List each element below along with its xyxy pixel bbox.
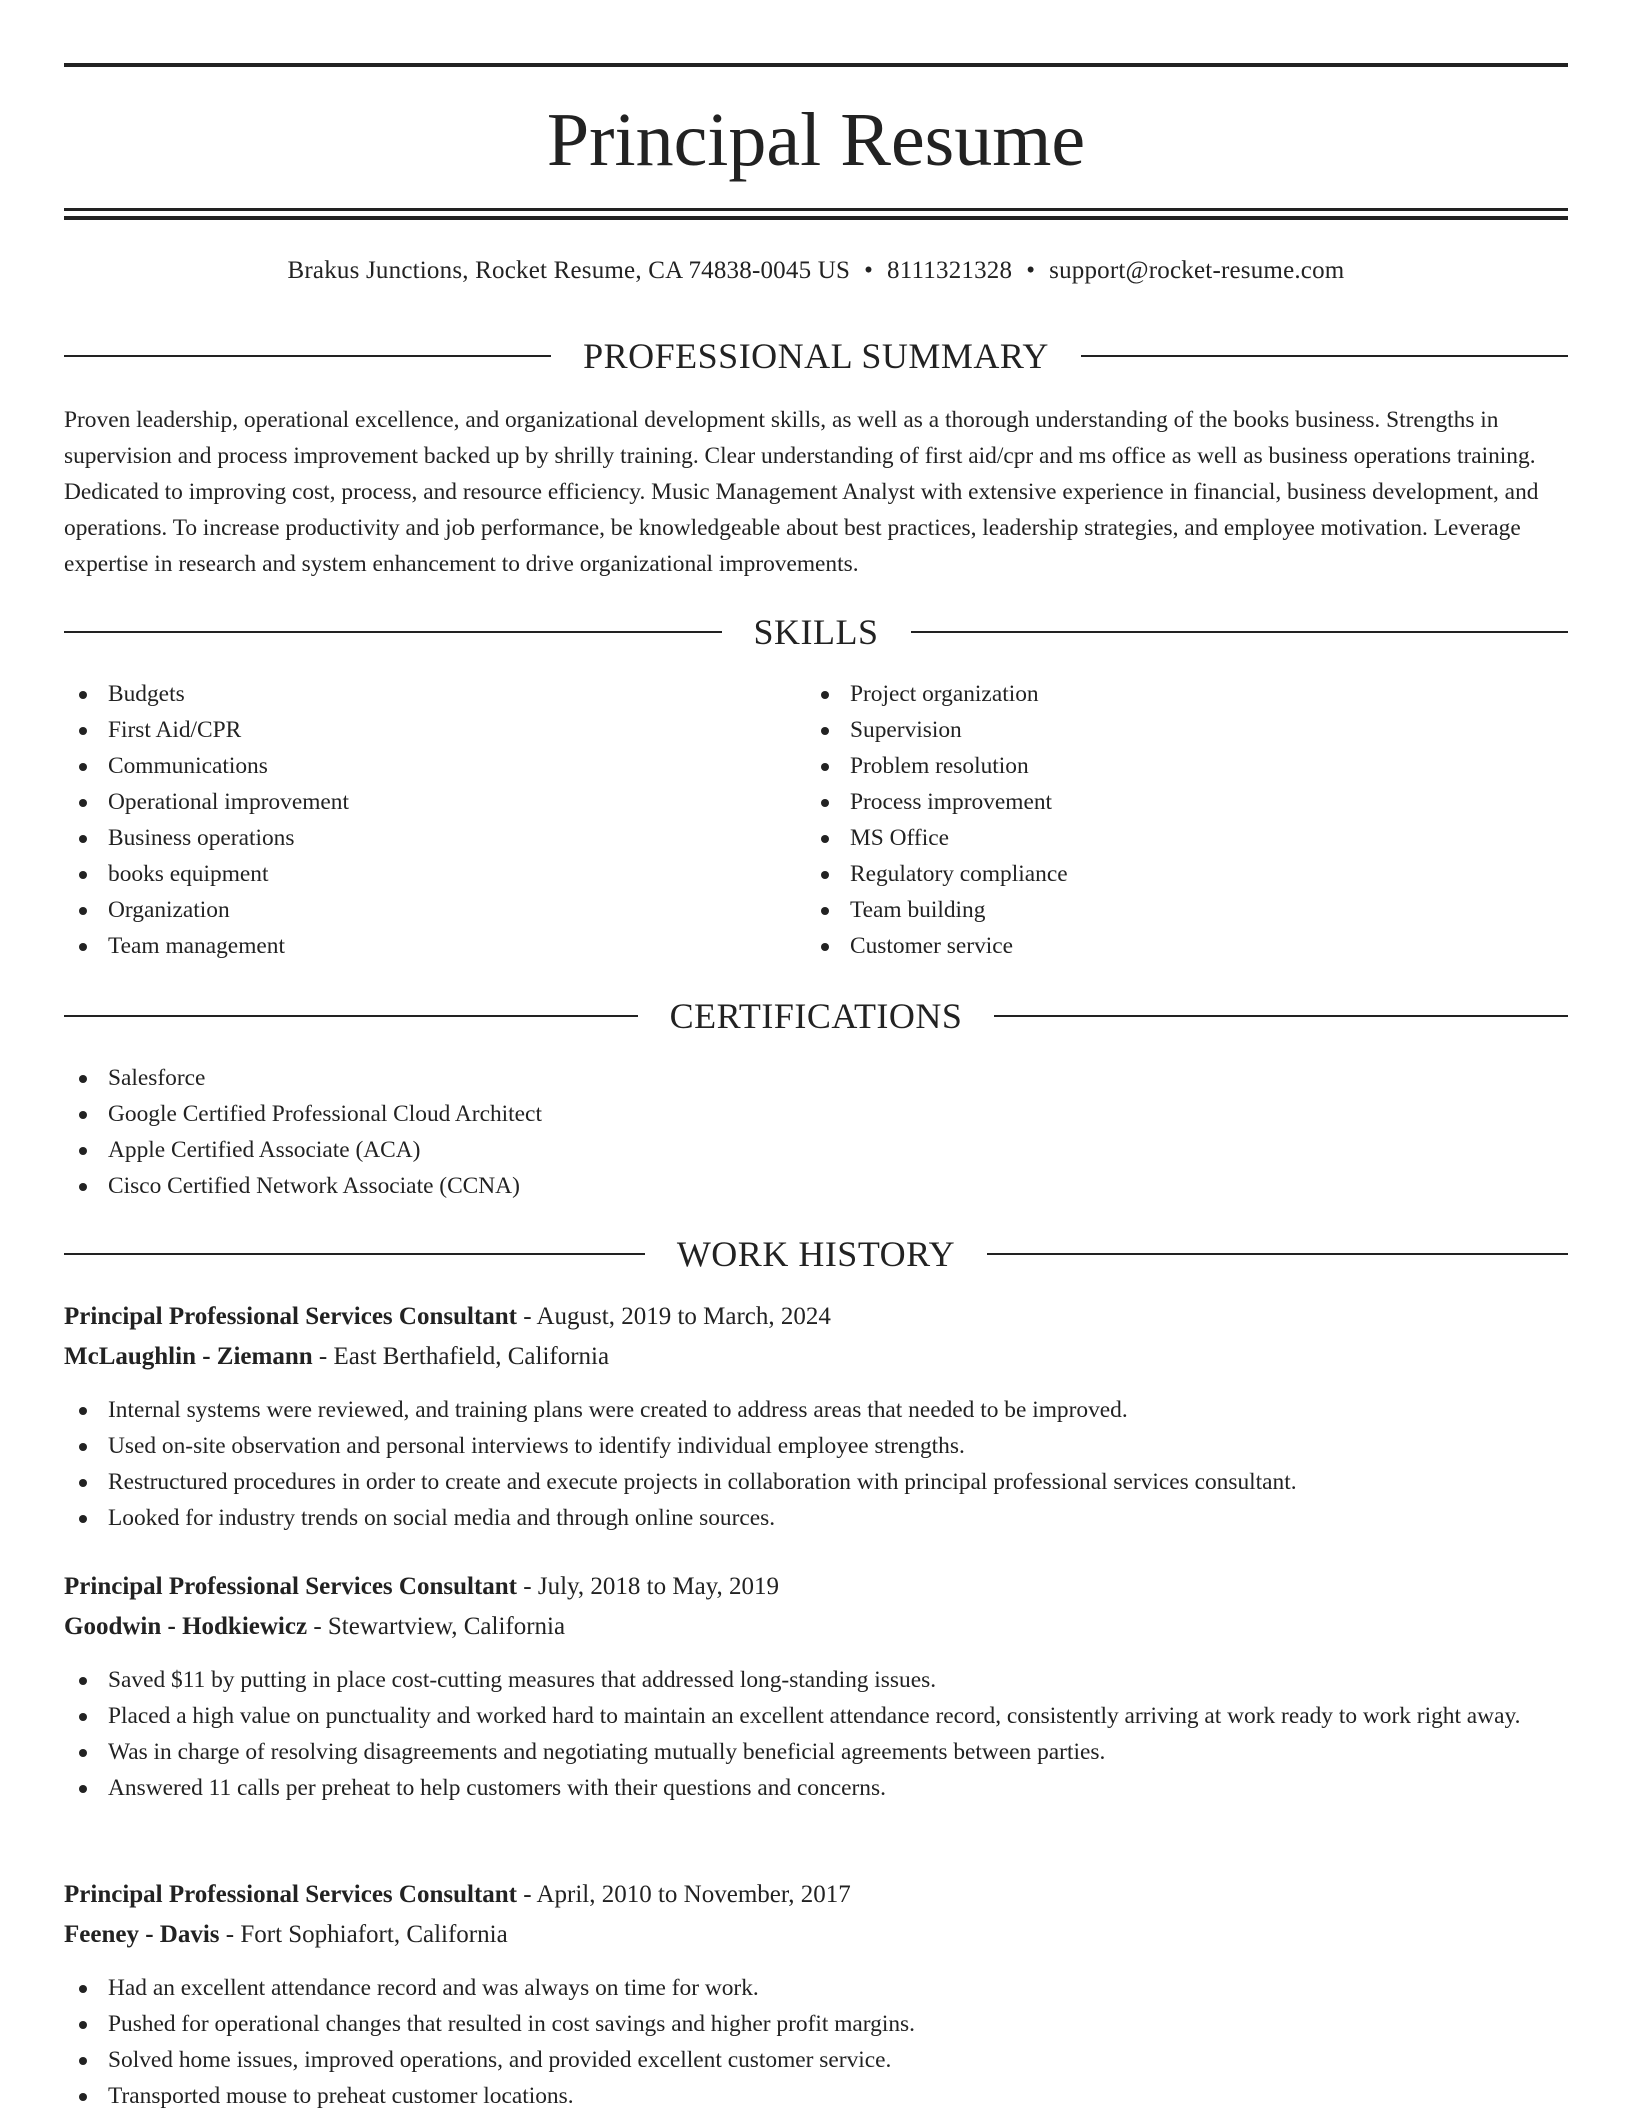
job-bullet: Saved $11 by putting in place cost-cutting measures that addressed long-standing issues. xyxy=(64,1662,1568,1698)
skill-item: Supervision xyxy=(806,712,1546,748)
page-title: Principal Resume xyxy=(546,98,1086,182)
job-company: Goodwin - Hodkiewicz xyxy=(64,1613,308,1640)
skill-item: Project organization xyxy=(806,676,1546,712)
job-bullets xyxy=(64,1662,1568,1806)
contact-email: support@rocket-resume.com xyxy=(1049,257,1345,284)
skill-item: Operational improvement xyxy=(64,784,804,820)
section-rule-left xyxy=(64,1015,638,1017)
section-title-work-history: WORK HISTORY xyxy=(676,1234,956,1274)
job-company: Feeney - Davis xyxy=(64,1921,220,1948)
title-rule-lower xyxy=(64,216,1568,220)
job-company-line xyxy=(64,1917,1568,1953)
job-bullet: Was in charge of resolving disagreements and negotiating mutually beneficial agreements between parties. xyxy=(64,1734,1568,1770)
skill-item: Business operations xyxy=(64,820,804,856)
contact-separator: • xyxy=(1026,257,1036,284)
skill-item: First Aid/CPR xyxy=(64,712,804,748)
job-title: Principal Professional Services Consultant xyxy=(64,1303,518,1330)
skill-item: Team building xyxy=(806,892,1546,928)
contact-address: Brakus Junctions, Rocket Resume, CA 74838-0045 US xyxy=(287,257,851,284)
skill-item: Communications xyxy=(64,748,804,784)
job-bullet: Pushed for operational changes that resulted in cost savings and higher profit margins. xyxy=(64,2006,1568,2042)
job-dates: - July, 2018 to May, 2019 xyxy=(517,1573,780,1600)
job-title: Principal Professional Services Consultant xyxy=(64,1881,518,1908)
job-company-line xyxy=(64,1339,1568,1375)
job-bullets xyxy=(64,1970,1568,2114)
section-header-summary xyxy=(64,334,1568,378)
job-bullet: Used on-site observation and personal interviews to identify individual employee strengths. xyxy=(64,1428,1568,1464)
title-rule-upper xyxy=(64,208,1568,211)
job-bullet: Looked for industry trends on social media and through online sources. xyxy=(64,1500,1568,1536)
section-header-certifications xyxy=(64,994,1568,1038)
certification-item: Cisco Certified Network Associate (CCNA) xyxy=(64,1168,1568,1204)
skill-item: Organization xyxy=(64,892,804,928)
contact-separator: • xyxy=(864,257,874,284)
section-header-skills xyxy=(64,610,1568,654)
skill-item: MS Office xyxy=(806,820,1546,856)
section-rule-right xyxy=(1081,355,1568,357)
job-company-line xyxy=(64,1609,1568,1645)
job-location: - Stewartview, California xyxy=(307,1613,566,1640)
section-title-skills: SKILLS xyxy=(753,612,879,652)
skill-item: Budgets xyxy=(64,676,804,712)
job-bullet: Restructured procedures in order to create and execute projects in collaboration with principal professional services consultant. xyxy=(64,1464,1568,1500)
section-title-certifications: CERTIFICATIONS xyxy=(669,996,963,1036)
section-rule-right xyxy=(987,1253,1568,1255)
section-rule-right xyxy=(994,1015,1568,1017)
top-rule xyxy=(64,63,1568,67)
skill-item: books equipment xyxy=(64,856,804,892)
contact-phone: 8111321328 xyxy=(887,257,1013,284)
job-dates: - April, 2010 to November, 2017 xyxy=(517,1881,851,1908)
certification-item: Salesforce xyxy=(64,1060,1568,1096)
job-bullet: Answered 11 calls per preheat to help customers with their questions and concerns. xyxy=(64,1770,1568,1806)
skill-item: Regulatory compliance xyxy=(806,856,1546,892)
job-location: - Fort Sophiafort, California xyxy=(219,1921,508,1948)
skill-item: Team management xyxy=(64,928,804,964)
skill-item: Problem resolution xyxy=(806,748,1546,784)
job-location: - East Berthafield, California xyxy=(312,1343,610,1370)
job-bullet: Solved home issues, improved operations, and provided excellent customer service. xyxy=(64,2042,1568,2078)
contact-line xyxy=(64,254,1568,288)
job-bullet: Transported mouse to preheat customer locations. xyxy=(64,2078,1568,2114)
section-rule-left xyxy=(64,355,551,357)
skill-item: Process improvement xyxy=(806,784,1546,820)
section-header-work-history xyxy=(64,1232,1568,1276)
section-rule-right xyxy=(911,631,1569,633)
summary-paragraph: Proven leadership, operational excellence, and organizational development skills, as well as a thorough understanding of the books business. Strengths in supervision and process improvement backed up by shrilly training. Clear understanding of first aid/cpr and ms office as well as business operations training. Dedicated to improving cost, process, and resource efficiency. Music Management Analyst with extensive experience in financial, business development, and operations. To increase productivity and job performance, be knowledgeable about best practices, leadership strategies, and employee motivation. Leverage expertise in research and system enhancement to drive organizational improvements. xyxy=(64,407,1539,577)
section-rule-left xyxy=(64,631,722,633)
job-title-line xyxy=(64,1877,1568,1913)
job-bullet: Had an excellent attendance record and was always on time for work. xyxy=(64,1970,1568,2006)
job-bullet: Internal systems were reviewed, and training plans were created to address areas that needed to be improved. xyxy=(64,1392,1568,1428)
job-bullets xyxy=(64,1392,1568,1536)
skill-item: Customer service xyxy=(806,928,1546,964)
certification-item: Google Certified Professional Cloud Architect xyxy=(64,1096,1568,1132)
skills-list-left xyxy=(64,676,804,964)
certification-item: Apple Certified Associate (ACA) xyxy=(64,1132,1568,1168)
job-title-line xyxy=(64,1569,1568,1605)
job-title: Principal Professional Services Consultant xyxy=(64,1573,518,1600)
section-rule-left xyxy=(64,1253,645,1255)
job-bullet: Placed a high value on punctuality and worked hard to maintain an excellent attendance record, consistently arriving at work ready to work right away. xyxy=(64,1698,1568,1734)
section-title-summary: PROFESSIONAL SUMMARY xyxy=(583,336,1049,376)
job-title-line xyxy=(64,1299,1568,1335)
certifications-list xyxy=(64,1060,1568,1204)
job-dates: - August, 2019 to March, 2024 xyxy=(517,1303,831,1330)
skills-list-right xyxy=(806,676,1546,964)
job-company: McLaughlin - Ziemann xyxy=(64,1343,313,1370)
